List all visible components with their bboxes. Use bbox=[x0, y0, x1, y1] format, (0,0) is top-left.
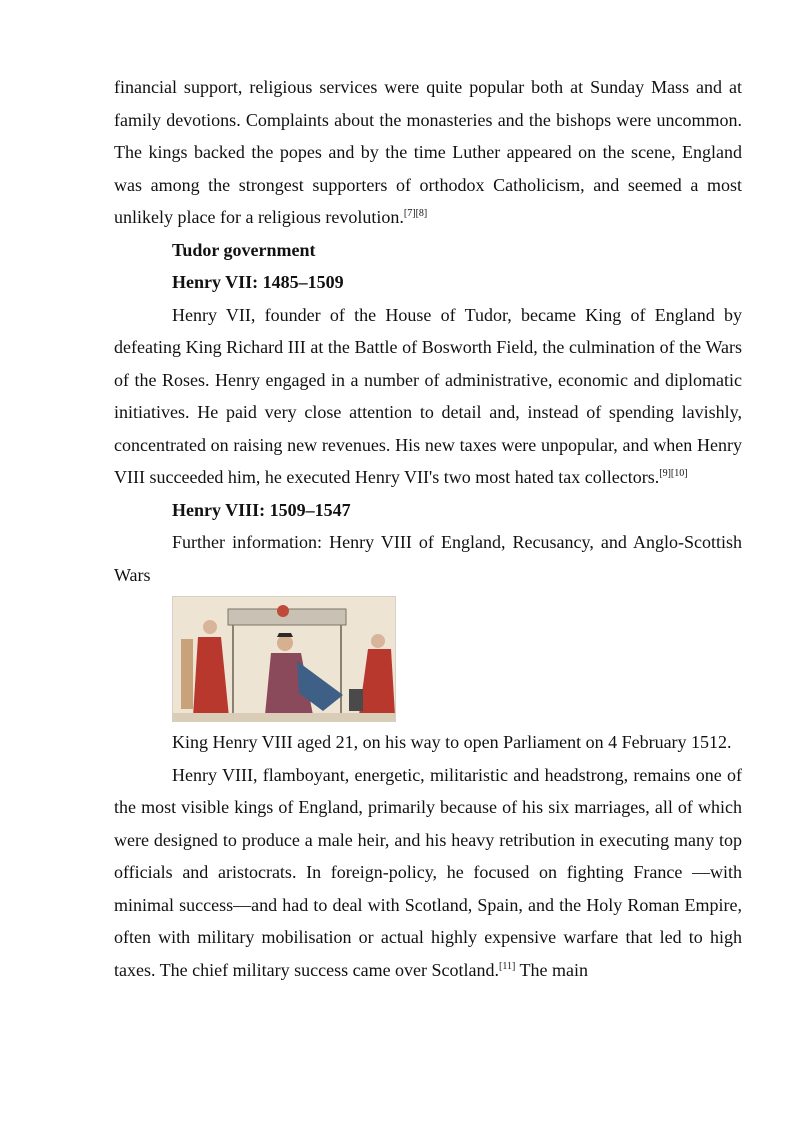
citation[interactable]: [9][10] bbox=[659, 468, 688, 479]
paragraph-text: Henry VIII, flamboyant, energetic, militaristic and headstrong, remains one of the most visible kings of England, primarily because of his six marriages, all of which were designed to produce a male heir, and his heavy retribution in executing many top officials and aristocrats. In foreign-policy, he focused on fighting France —with minimal success—and had to deal with Scotland, Spain, and the Holy Roman Empire, often with military mobilisation or actual highly expensive warfare that led to high taxes. The chief military success came over Scotland. bbox=[114, 764, 742, 980]
document-body bbox=[114, 71, 742, 986]
citation[interactable]: [11] bbox=[499, 960, 516, 972]
further-information: Further information: Henry VIII of England, Recusancy, and Anglo-Scottish Wars bbox=[114, 532, 742, 585]
paragraph-text: Henry VII, founder of the House of Tudor, became King of England by defeating King Richard III at the Battle of Bosworth Field, the culmination of the Wars of the Roses. Henry engaged in a number of administrative, economic and diplomatic initiatives. He paid very close attention to detail and, instead of spending lavishly, concentrated on raising new revenues. His new taxes were unpopular, and when Henry VIII succeeded him, he executed Henry VII's two most hated tax collectors. bbox=[114, 304, 742, 487]
paragraph-text-continued: The main bbox=[519, 959, 588, 980]
paragraph-text: financial support, religious services were quite popular both at Sunday Mass and at family devotions. Complaints about the monasteries and the bishops were uncommon. The kings backed the popes and by the time Luther appeared on the scene, England was among the strongest supporters of orthodox Catholicism, and seemed a most unlikely place for a religious revolution. bbox=[114, 77, 742, 227]
paragraph-religion bbox=[114, 71, 742, 234]
henry-viii-procession-image bbox=[172, 596, 396, 722]
paragraph-henry-viii bbox=[114, 759, 742, 987]
heading-henry-vii: Henry VII: 1485–1509 bbox=[172, 272, 344, 292]
citation[interactable]: [7][8] bbox=[403, 208, 428, 219]
heading-henry-viii: Henry VIII: 1509–1547 bbox=[172, 499, 351, 520]
heading-tudor-government: Tudor government bbox=[172, 239, 316, 260]
paragraph-henry-vii bbox=[114, 299, 742, 494]
image-caption: King Henry VIII aged 21, on his way to open Parliament on 4 February 1512. bbox=[172, 732, 732, 752]
